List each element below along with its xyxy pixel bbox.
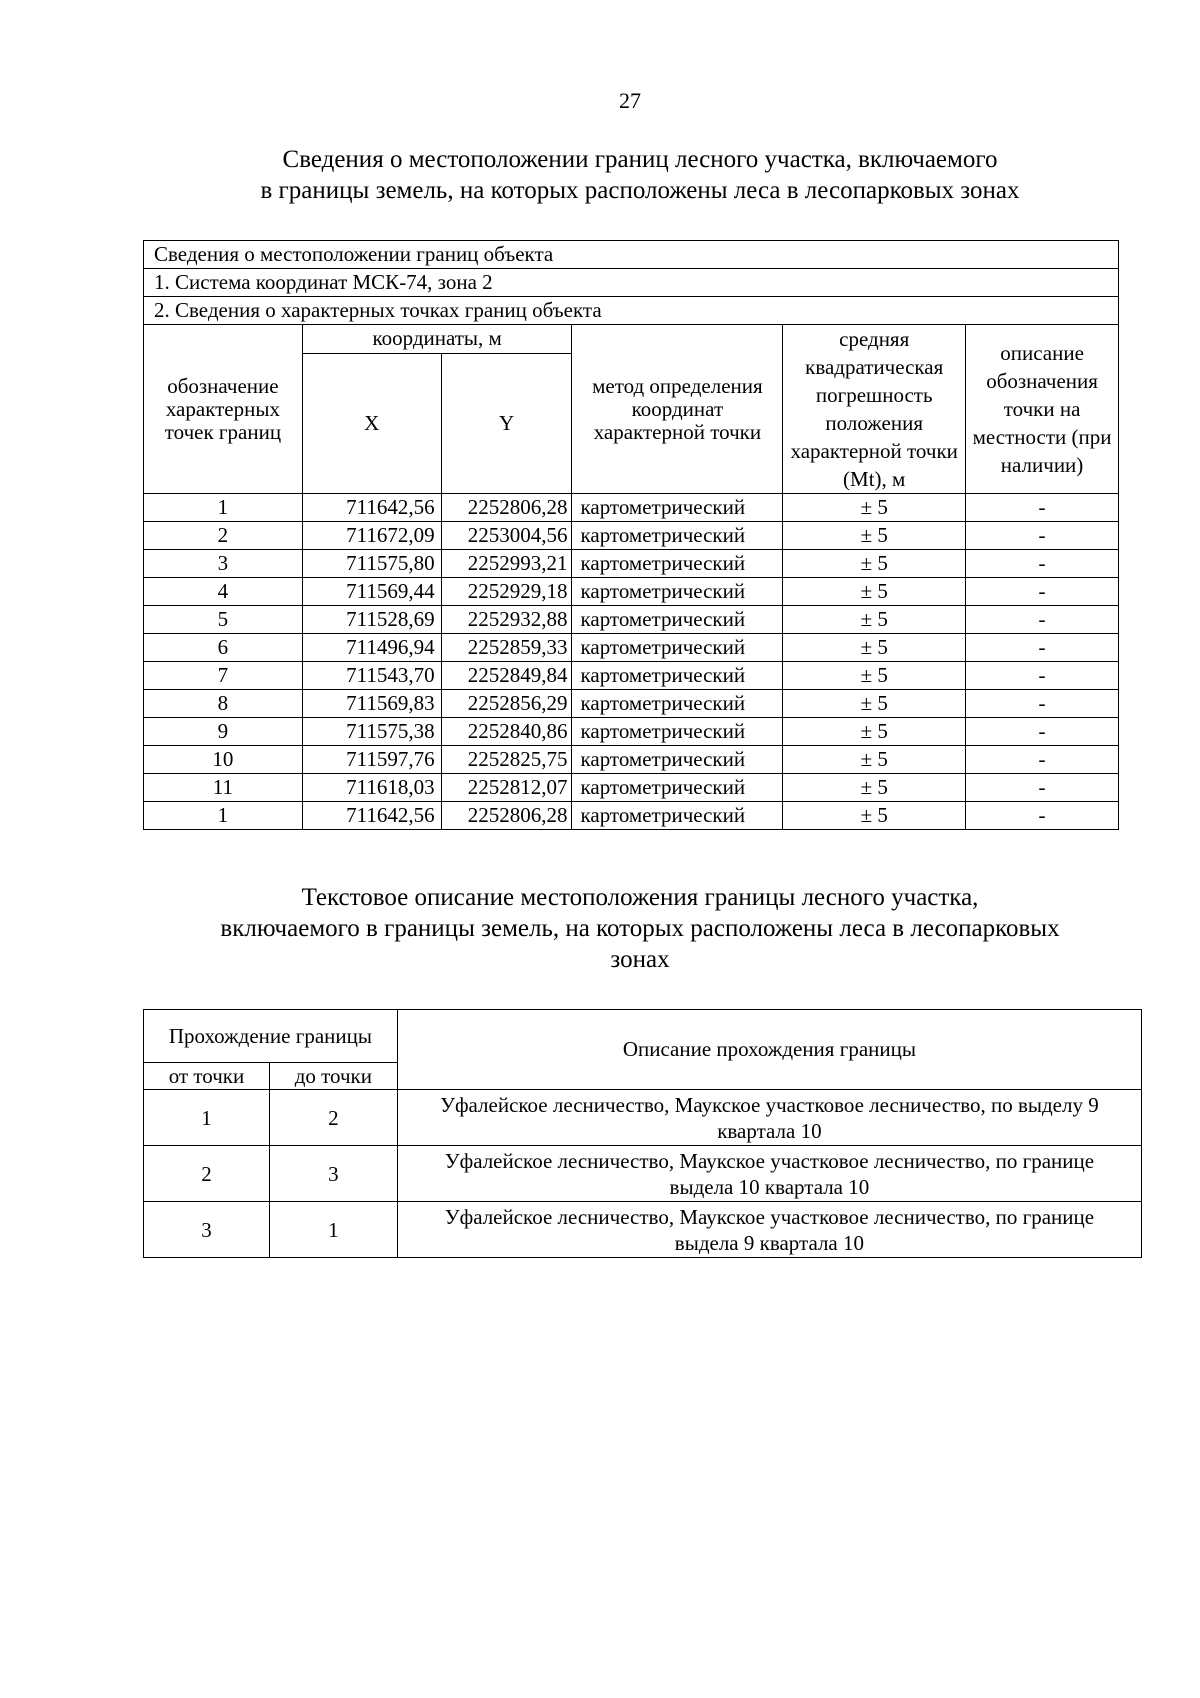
y-coordinate-cell: 2252859,33 bbox=[441, 634, 572, 662]
table-row bbox=[144, 550, 1119, 578]
coordinate-system-row: 1. Система координат МСК-74, зона 2 bbox=[144, 269, 1119, 297]
x-coordinate-cell: 711575,80 bbox=[302, 550, 441, 578]
point-description-cell: - bbox=[966, 578, 1119, 606]
title-line: Текстовое описание местоположения границы лесного участка, bbox=[301, 884, 979, 911]
title-line: Сведения о местоположении границ лесного участка, включаемого bbox=[282, 146, 998, 173]
point-description-cell: - bbox=[966, 606, 1119, 634]
error-cell: ± 5 bbox=[783, 634, 966, 662]
error-cell: ± 5 bbox=[783, 690, 966, 718]
to-point-cell: 3 bbox=[269, 1146, 397, 1202]
coordinates-rows bbox=[144, 494, 1119, 830]
method-cell: картометрический bbox=[572, 550, 783, 578]
y-coordinate-cell: 2252840,86 bbox=[441, 718, 572, 746]
point-description-cell: - bbox=[966, 522, 1119, 550]
method-cell: картометрический bbox=[572, 746, 783, 774]
method-cell: картометрический bbox=[572, 802, 783, 830]
header-from-point: от точки bbox=[144, 1063, 270, 1090]
table-row bbox=[144, 1090, 1142, 1146]
header-passage: Прохождение границы bbox=[144, 1010, 398, 1063]
error-cell: ± 5 bbox=[783, 662, 966, 690]
error-cell: ± 5 bbox=[783, 522, 966, 550]
table-row bbox=[144, 718, 1119, 746]
y-coordinate-cell: 2252812,07 bbox=[441, 774, 572, 802]
table-row bbox=[144, 746, 1119, 774]
y-coordinate-cell: 2252825,75 bbox=[441, 746, 572, 774]
table-row bbox=[144, 802, 1119, 830]
y-coordinate-cell: 2252856,29 bbox=[441, 690, 572, 718]
point-description-cell: - bbox=[966, 802, 1119, 830]
point-number-cell: 7 bbox=[144, 662, 303, 690]
passage-description-cell: Уфалейское лесничество, Маукское участковое лесничество, по выделу 9 квартала 10 bbox=[397, 1090, 1141, 1146]
to-point-cell: 1 bbox=[269, 1202, 397, 1258]
method-cell: картометрический bbox=[572, 774, 783, 802]
y-coordinate-cell: 2252806,28 bbox=[441, 494, 572, 522]
title-line: в границы земель, на которых расположены леса в лесопарковых зонах bbox=[260, 177, 1020, 204]
table-row bbox=[144, 494, 1119, 522]
x-coordinate-cell: 711543,70 bbox=[302, 662, 441, 690]
header-error: средняя квадратическая погрешность положения характерной точки (Mt), м bbox=[783, 325, 966, 494]
point-description-cell: - bbox=[966, 746, 1119, 774]
x-coordinate-cell: 711569,83 bbox=[302, 690, 441, 718]
error-cell: ± 5 bbox=[783, 746, 966, 774]
point-number-cell: 9 bbox=[144, 718, 303, 746]
y-coordinate-cell: 2253004,56 bbox=[441, 522, 572, 550]
x-coordinate-cell: 711528,69 bbox=[302, 606, 441, 634]
error-cell: ± 5 bbox=[783, 578, 966, 606]
header-to-point: до точки bbox=[269, 1063, 397, 1090]
page-number: 27 bbox=[619, 88, 641, 113]
x-coordinate-cell: 711597,76 bbox=[302, 746, 441, 774]
table-row bbox=[144, 606, 1119, 634]
x-coordinate-cell: 711672,09 bbox=[302, 522, 441, 550]
section-title-description bbox=[140, 882, 1140, 975]
method-cell: картометрический bbox=[572, 718, 783, 746]
error-cell: ± 5 bbox=[783, 606, 966, 634]
y-coordinate-cell: 2252849,84 bbox=[441, 662, 572, 690]
error-cell: ± 5 bbox=[783, 718, 966, 746]
header-method: метод определения координат характерной точки bbox=[572, 325, 783, 494]
point-description-cell: - bbox=[966, 550, 1119, 578]
y-coordinate-cell: 2252932,88 bbox=[441, 606, 572, 634]
characteristic-points-row: 2. Сведения о характерных точках границ объекта bbox=[144, 297, 1119, 325]
point-description-cell: - bbox=[966, 690, 1119, 718]
from-point-cell: 2 bbox=[144, 1146, 270, 1202]
error-cell: ± 5 bbox=[783, 774, 966, 802]
method-cell: картометрический bbox=[572, 606, 783, 634]
header-coordinates: координаты, м bbox=[302, 325, 572, 354]
method-cell: картометрический bbox=[572, 578, 783, 606]
table-row bbox=[144, 1202, 1142, 1258]
point-description-cell: - bbox=[966, 718, 1119, 746]
point-number-cell: 8 bbox=[144, 690, 303, 718]
point-number-cell: 11 bbox=[144, 774, 303, 802]
x-coordinate-cell: 711642,56 bbox=[302, 802, 441, 830]
point-number-cell: 5 bbox=[144, 606, 303, 634]
title-line: зонах bbox=[610, 946, 670, 973]
table-row bbox=[144, 522, 1119, 550]
y-coordinate-cell: 2252806,28 bbox=[441, 802, 572, 830]
table-row bbox=[144, 634, 1119, 662]
object-info-row: Сведения о местоположении границ объекта bbox=[144, 241, 1119, 269]
point-description-cell: - bbox=[966, 494, 1119, 522]
table-row bbox=[144, 1146, 1142, 1202]
point-number-cell: 1 bbox=[144, 494, 303, 522]
table-row bbox=[144, 662, 1119, 690]
point-description-cell: - bbox=[966, 634, 1119, 662]
header-passage-description: Описание прохождения границы bbox=[397, 1010, 1141, 1090]
to-point-cell: 2 bbox=[269, 1090, 397, 1146]
method-cell: картометрический bbox=[572, 522, 783, 550]
method-cell: картометрический bbox=[572, 634, 783, 662]
table-row bbox=[144, 690, 1119, 718]
error-cell: ± 5 bbox=[783, 494, 966, 522]
x-coordinate-cell: 711618,03 bbox=[302, 774, 441, 802]
point-description-cell: - bbox=[966, 662, 1119, 690]
x-coordinate-cell: 711642,56 bbox=[302, 494, 441, 522]
from-point-cell: 3 bbox=[144, 1202, 270, 1258]
point-number-cell: 10 bbox=[144, 746, 303, 774]
passage-description-cell: Уфалейское лесничество, Маукское участковое лесничество, по границе выдела 10 квартала 10 bbox=[397, 1146, 1141, 1202]
point-number-cell: 1 bbox=[144, 802, 303, 830]
boundary-passage-table bbox=[143, 1009, 1142, 1258]
passage-description-cell: Уфалейское лесничество, Маукское участковое лесничество, по границе выдела 9 квартала 10 bbox=[397, 1202, 1141, 1258]
point-number-cell: 3 bbox=[144, 550, 303, 578]
coordinates-table bbox=[143, 240, 1119, 830]
table-row bbox=[144, 578, 1119, 606]
table-row bbox=[144, 774, 1119, 802]
x-coordinate-cell: 711496,94 bbox=[302, 634, 441, 662]
header-x: X bbox=[302, 353, 441, 493]
passage-rows bbox=[144, 1090, 1142, 1258]
point-number-cell: 4 bbox=[144, 578, 303, 606]
y-coordinate-cell: 2252993,21 bbox=[441, 550, 572, 578]
point-number-cell: 2 bbox=[144, 522, 303, 550]
x-coordinate-cell: 711569,44 bbox=[302, 578, 441, 606]
from-point-cell: 1 bbox=[144, 1090, 270, 1146]
header-y: Y bbox=[441, 353, 572, 493]
error-cell: ± 5 bbox=[783, 802, 966, 830]
section-title-coordinates bbox=[140, 144, 1140, 206]
method-cell: картометрический bbox=[572, 690, 783, 718]
header-designation: обозначение характерных точек границ bbox=[144, 325, 303, 494]
x-coordinate-cell: 711575,38 bbox=[302, 718, 441, 746]
point-description-cell: - bbox=[966, 774, 1119, 802]
error-cell: ± 5 bbox=[783, 550, 966, 578]
method-cell: картометрический bbox=[572, 662, 783, 690]
point-number-cell: 6 bbox=[144, 634, 303, 662]
method-cell: картометрический bbox=[572, 494, 783, 522]
header-description: описание обозначения точки на местности (при наличии) bbox=[966, 325, 1119, 494]
title-line: включаемого в границы земель, на которых расположены леса в лесопарковых bbox=[220, 915, 1060, 942]
y-coordinate-cell: 2252929,18 bbox=[441, 578, 572, 606]
